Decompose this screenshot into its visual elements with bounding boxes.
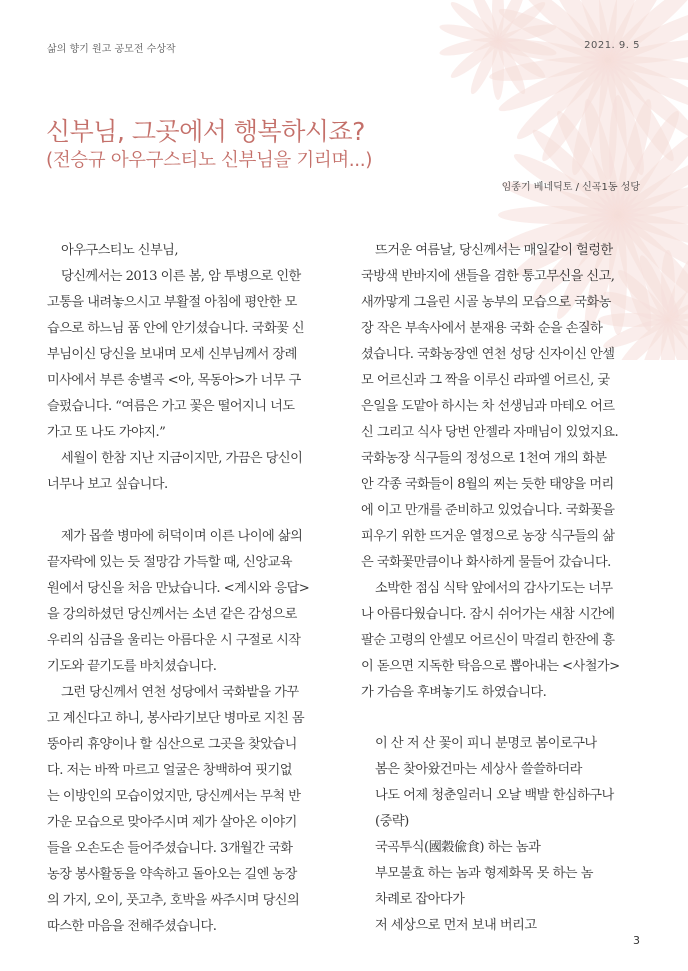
poem-line: 부모불효 하는 놈과 형제화목 못 하는 놈 xyxy=(375,866,593,881)
text-line: 나 아름다웠습니다. 잠시 쉬어가는 새참 시간에 xyxy=(361,607,615,622)
poem-line: 이 산 저 산 꽃이 피니 분명코 봄이로구나 xyxy=(375,736,597,751)
text-line: 새까맣게 그을린 시골 농부의 모습으로 국화농 xyxy=(361,295,611,310)
text-line: 너무나 보고 싶습니다. xyxy=(47,477,168,492)
poem-line: 봄은 찾아왔건마는 세상사 쓸쓸하더라 xyxy=(375,762,582,777)
text-line: 뜨거운 여름날, 당신께서는 매일같이 헐렁한 xyxy=(375,243,613,258)
text-line: 습으로 하느님 품 안에 안기셨습니다. 국화꽃 신 xyxy=(47,321,305,336)
text-line: 들을 오손도손 들어주셨습니다. 3개월간 국화 xyxy=(47,841,293,856)
text-line: 가운 모습으로 맞아주시며 제가 살아온 이야기 xyxy=(47,815,297,830)
poem-line: 국곡투식(國穀偸食) 하는 놈과 xyxy=(375,840,541,855)
article-subtitle: (전승규 아우구스티노 신부님을 기리며...) xyxy=(46,150,373,171)
text-line: 제가 몹쓸 병마에 허덕이며 이른 나이에 삶의 xyxy=(61,529,303,544)
text-line: 가 가슴을 후벼놓기도 하였습니다. xyxy=(361,685,547,700)
text-line: 는 이방인의 모습이었지만, 당신께서는 무척 반 xyxy=(47,789,301,804)
text-line: 국방색 반바지에 샌들을 겸한 통고무신을 신고, xyxy=(361,269,615,284)
left-column xyxy=(47,238,329,940)
text-line: 팔순 고령의 안셀모 어르신이 막걸리 한잔에 흥 xyxy=(361,633,615,648)
text-line: 다. 저는 바짝 마르고 얼굴은 창백하여 핏기없 xyxy=(47,763,292,778)
text-line: 가고 또 나도 가야지.” xyxy=(47,425,166,440)
text-line: 뚱아리 휴양이나 할 심산으로 그곳을 찾았습니 xyxy=(47,737,297,752)
text-line: 에 이고 만개를 준비하고 있었습니다. 국화꽃을 xyxy=(361,503,615,518)
text-line: 끝자락에 있는 듯 절망감 가득할 때, 신앙교육 xyxy=(47,555,292,570)
text-line: 기도와 끝기도를 바치셨습니다. xyxy=(47,659,217,674)
page-number: 3 xyxy=(633,934,640,947)
article-author: 임종기 베네딕토 / 신곡1동 성당 xyxy=(501,182,640,193)
text-line: 장 작은 부속사에서 분재용 국화 순을 손질하 xyxy=(361,321,603,336)
text-line: 은 국화꽃만큼이나 화사하게 물들어 갔습니다. xyxy=(361,555,611,570)
poem-line: 저 세상으로 먼저 보내 버리고 xyxy=(375,918,537,933)
text-line: 고통을 내려놓으시고 부활절 아침에 평안한 모 xyxy=(47,295,297,310)
page-header xyxy=(47,40,640,60)
text-line: 셨습니다. 국화농장엔 연천 성당 신자이신 안셀 xyxy=(361,347,615,362)
text-line: 을 강의하셨던 당신께서는 소년 같은 감성으로 xyxy=(47,607,297,622)
text-line: 그런 당신께서 연천 성당에서 국화밭을 가꾸 xyxy=(61,685,299,700)
text-line: 당신께서는 2013 이른 봄, 암 투병으로 인한 xyxy=(61,269,301,284)
header-date: 2021. 9. 5 xyxy=(584,40,640,51)
text-line: 아우구스티노 신부님, xyxy=(61,243,178,258)
text-line: 미사에서 부른 송별곡 <아, 목동아>가 너무 구 xyxy=(47,373,301,388)
poem-quote xyxy=(361,732,643,940)
header-contest-title: 삶의 향기 원고 공모전 수상작 xyxy=(47,44,176,55)
text-line: 안 각종 국화들이 8월의 찌는 듯한 태양을 머리 xyxy=(361,477,614,492)
text-line: 의 가지, 오이, 풋고추, 호박을 싸주시며 당신의 xyxy=(47,893,300,908)
poem-line: 나도 어제 청춘일러니 오날 백발 한심하구나 xyxy=(375,788,614,803)
text-line: 이 돋으면 지독한 탁음으로 뽑아내는 <사철가> xyxy=(361,659,620,674)
text-line: 슬펐습니다. “여름은 가고 꽃은 떨어지니 너도 xyxy=(47,399,295,414)
text-line: 우리의 심금을 울리는 아름다운 시 구절로 시작 xyxy=(47,633,301,648)
poem-line: 차례로 잡아다가 xyxy=(375,892,465,907)
text-line: 원에서 당신을 처음 만났습니다. <계시와 응답> xyxy=(47,581,310,596)
text-line: 은일을 도맡아 하시는 차 선생님과 마테오 어르 xyxy=(361,399,615,414)
text-line: 피우기 위한 뜨거운 열정으로 농장 식구들의 삶 xyxy=(361,529,615,544)
text-line: 신 그리고 식사 당번 안젤라 자매님이 있었지요. xyxy=(361,425,619,440)
text-line: 모 어르신과 그 짝을 이루신 라파엘 어르신, 궂 xyxy=(361,373,610,388)
text-line: 부님이신 당신을 보내며 모세 신부님께서 장례 xyxy=(47,347,297,362)
paragraph-gap xyxy=(47,498,329,524)
text-line: 따스한 마음을 전해주셨습니다. xyxy=(47,919,217,934)
poem-line: (중략) xyxy=(375,814,409,829)
right-column xyxy=(361,238,643,940)
article-title: 신부님, 그곳에서 행복하시죠? xyxy=(46,117,365,146)
text-line: 농장 봉사활동을 약속하고 돌아오는 길엔 농장 xyxy=(47,867,297,882)
text-line: 세월이 한참 지난 지금이지만, 가끔은 당신이 xyxy=(61,451,303,466)
text-line: 소박한 점심 식탁 앞에서의 감사기도는 너무 xyxy=(375,581,613,596)
text-line: 국화농장 식구들의 정성으로 1천여 개의 화분 xyxy=(361,451,607,466)
text-line: 고 계신다고 하니, 봉사라기보단 병마로 지친 몸 xyxy=(47,711,305,726)
